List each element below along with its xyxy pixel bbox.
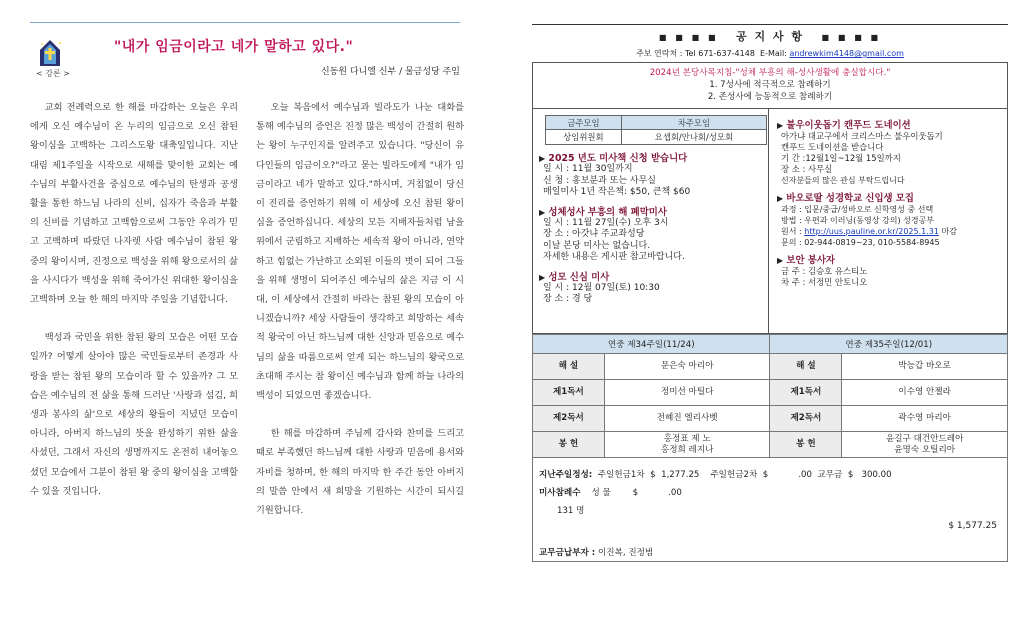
tithe-payers: [539, 546, 653, 558]
role-person: [842, 432, 1008, 458]
announcement-title: ▶ 보안 봉사자: [777, 255, 835, 266]
currency: $: [632, 488, 639, 498]
announcement-line: 신자분들의 많은 관심 부탁드립니다: [781, 176, 905, 185]
announcement-line: 방법 : 우편과 이러닝(동영상 강의) 성경공부: [781, 216, 935, 225]
announcements-right: [769, 109, 1007, 333]
bullet-triangle-icon: ▶: [777, 256, 784, 265]
bullet-triangle-icon: ▶: [539, 272, 546, 282]
table-row: [533, 432, 1008, 458]
contact-tel: Tel 671-637-4148: [685, 49, 755, 58]
attendance-label: 미사참례수: [539, 488, 581, 498]
motto-item: 2. 존성사에 능동적으로 참례하기: [707, 92, 833, 102]
role-person: 문은숙 마리아: [604, 354, 770, 380]
role-person: 정미선 마틸다: [604, 380, 770, 406]
tithe-payers-label: 교무금납부자 :: [539, 548, 596, 558]
announcement-line: 이날 본당 미사는 없습니다.: [543, 240, 651, 251]
announcement-title: ▶ 바오로딸 성경학교 신입생 모집: [777, 193, 914, 204]
announcement-title: ▶ 2025 년도 미사책 신청 받습니다: [539, 153, 688, 164]
homily-column-2: [256, 98, 464, 520]
homily-label: < 강론 >: [36, 69, 70, 78]
announcement-line: 매일미사 1년 작은책: $50, 큰책 $60: [543, 187, 691, 197]
header-rule: [532, 24, 1008, 25]
role-person: 박능갑 바오로: [842, 354, 1008, 380]
role-label: 제2독서: [770, 406, 842, 432]
offering-total: $ 1,577.25: [948, 521, 997, 531]
announcement-line: 아가냐 대교구에서 크리스마스 불우이웃돕기: [781, 131, 943, 141]
currency: $: [847, 470, 854, 480]
top-divider: [30, 22, 460, 23]
offering-row: [539, 468, 1001, 480]
homily-paragraph: 백성과 국민을 위한 참된 왕의 모습은 어떤 모습일까? 어떻게 살아야 많은 국민들로부터 존경과 사랑을 받는 참된 왕의 모습이라 할 수 있을까? 그 모습은 예수님의 전 삶을 통해 드러난 '사랑과 섬김, 희생과 봉사의 삶'으로 세상의 왕들이 지녔던 모습이 아니라, 아버지 하느님의 뜻을 완성하기 위한 삶을 사셨던, 그래서 자신의 생명까지도 온전히 내어놓으셨던 모습에서 그분이 참된 왕 중의 왕이심을 고백할 수 있을 것입니다.: [30, 332, 238, 497]
role-label: 해 설: [533, 354, 605, 380]
announcement-line: 장 소 : 경 당: [543, 294, 593, 304]
role-label: 제1독서: [533, 380, 605, 406]
contact-email-link[interactable]: andrewkim4148@gmail.com: [789, 49, 904, 58]
motto-main: 2024년 본당사목지침-"성체 부흥의 해-성사생활에 충실합시다.": [649, 68, 891, 78]
role-label: 제2독서: [533, 406, 605, 432]
offering-row: [539, 486, 1001, 498]
bullet-triangle-icon: ▶: [539, 207, 546, 217]
offering-summary: [532, 458, 1008, 562]
church-icon: [33, 38, 67, 68]
bullet-triangle-icon: ▶: [539, 154, 546, 163]
announcement-line: 금 주 : 김승호 유스티노: [781, 266, 868, 276]
announcement-title: ▶ 성체성사 부흥의 해 폐막미사: [539, 206, 667, 218]
role-person: 전혜진 엘리사벳: [604, 406, 770, 432]
announcement-line: 신 청 : 홍보분과 또는 사무실: [543, 175, 656, 186]
application-link[interactable]: http://uus.pauline.or.kr/2025.1.31: [804, 227, 939, 236]
homily-title: "내가 임금이라고 네가 말하고 있다.": [114, 39, 354, 55]
offering-label: 지난주일정성:: [539, 470, 593, 480]
contact-line: [532, 48, 1008, 59]
role-person: 이수영 안젤라: [842, 380, 1008, 406]
currency: $: [650, 470, 656, 480]
offertory-person: 윤명숙 오틸리아: [894, 444, 956, 455]
homily-column-1: [30, 98, 238, 501]
announcements: [532, 108, 1008, 334]
meetings-table: [545, 115, 767, 145]
announcement-title: ▶ 불우이웃돕기 캔푸드 도네이션: [777, 120, 911, 131]
motto-item: 1. 7성사에 적극적으로 참례하기: [709, 80, 831, 90]
announcement-title: ▶ 성모 신심 미사: [539, 271, 610, 283]
role-person: [604, 432, 770, 458]
homily-paragraph: 오늘 복음에서 예수님과 빌라도가 나눈 대화를 통해 예수님의 증언은 진정 많은 백성이 간절히 원하는 왕이 누구인지를 알려주고 있습니다. "당신이 유다인들의 임금이오?"라고 묻는 빌라도에게 "내가 임금이라고 네가 말하고 있다."하시며, 거침없이 당신이 진리를 증언하기 위해 이 세상에 오신 참된 왕이심을 증언하십니다. 세상의 모든 지배자들처럼 남을 위에서 군림하고 지배하는 세속적 왕이 아니라, 연약하고 힘없는 가난하고 소외된 이들의 벗이 되어 그들을 위해 생명이 되어주신 예수님의 삶은 지금 이 시대, 이 세상에서 간절히 바라는 참된 왕의 모습이 아니겠습니까? 세상 사람들이 생각하고 희망하는 세속적 왕국이 아닌 하느님께 대한 신앙과 믿음으로 예수님의 삶을 따름으로써 얻게 되는 하느님의 왕국으로 초대해 주시는 참 왕이신 예수님과 함께 하늘 나라의 백성이 되었으면 좋겠습니다.: [256, 102, 464, 402]
liturgy-schedule-table: [532, 334, 1008, 458]
collection-amount: .00: [668, 488, 682, 498]
square-decoration-icon: ■ ■ ■ ■: [658, 33, 719, 42]
offertory-person: 윤길구 대건안드레아: [885, 433, 964, 444]
announcement-line: 일 시 : 11월 30일까지: [543, 164, 633, 174]
notice-page: [532, 24, 1008, 562]
announcement-line: 기 간 :12월1일~12월 15일까지: [781, 153, 901, 163]
announcement-line: 장 소 : 아갓냐 주교좌성당: [543, 229, 645, 239]
announcement-line: 일 시 : 12월 07일(토) 10:30: [543, 282, 660, 293]
role-label: 제1독서: [770, 380, 842, 406]
collection-amount: 1,277.25: [661, 470, 700, 480]
schedule-header: 연중 제35주일(12/01): [770, 335, 1008, 354]
schedule-header: 연중 제34주일(11/24): [533, 335, 770, 354]
announcements-left: [533, 109, 769, 333]
homily-paragraph: 교회 전례력으로 한 해를 마감하는 오늘은 우리에게 오신 예수님이 온 누리의 임금으로 오신 참된 왕이심을 고백하는 그리스도왕 대축일입니다. 지난 대림 제1주일을 시작으로 새해를 맞이한 교회는 예수님의 부활사건을 중심으로 예수님의 탄생과 공생활을 통한 하느님 나라의 신비, 십자가 죽음과 부활의 신비를 기념하고 고백함으로써 그동안 우리가 믿고 고백하며 따랐던 나자렛 사람 예수님이 참된 왕 중의 왕이시며, 진정으로 백성을 위해 왕으로서의 삶을 사시다가 백성을 위해 죽어가신 위대한 왕이심을 고백하며 오늘 한 해의 마지막 주일을 기념합니다.: [30, 102, 238, 306]
notice-title: 공 지 사 항: [736, 30, 804, 43]
announcement-line: [777, 226, 1001, 237]
offertory-person: 홍정표 제 노: [663, 433, 711, 444]
application-label: 원서 :: [781, 227, 802, 236]
offertory-person: 홍정희 레지나: [660, 444, 714, 455]
homily-page: [0, 0, 470, 621]
application-deadline: 마감: [941, 227, 957, 236]
meetings-header: 차주모임: [621, 116, 766, 130]
email-label: E-Mail:: [760, 49, 787, 58]
collection-label: 성 물: [591, 488, 611, 498]
announcement-line: 과정 : 입문/중급/성바오로 신학영성 중 선택: [781, 205, 934, 214]
collection-label: 주일헌금2차: [710, 470, 758, 480]
table-row: [533, 354, 1008, 380]
square-decoration-icon: ■ ■ ■ ■: [821, 33, 882, 42]
announcement-line: 캔푸드 도네이션을 받습니다: [781, 142, 884, 152]
homily-author: 신동원 다니엘 신부 / 물금성당 주임: [320, 67, 460, 77]
attendance-count: 131 명: [557, 506, 585, 516]
meetings-cell: 상임위원회: [546, 130, 622, 145]
role-label: 봉 헌: [533, 432, 605, 458]
collection-amount: 300.00: [861, 470, 892, 480]
tithe-payers-names: 이진복, 진정범: [597, 548, 654, 558]
role-label: 봉 헌: [770, 432, 842, 458]
collection-label: 주일헌금1차: [597, 470, 645, 480]
pastoral-motto: [532, 62, 1008, 108]
homily-paragraph: 한 해를 마감하며 주님께 감사와 찬미를 드리고 때로 부족했던 하느님께 대한 사랑과 믿음에 용서와 자비를 청하며, 한 해의 마지막 한 주간 동안 아버지의 말씀 안에서 새 희망을 기원하는 시간이 되시길 기원합니다.: [256, 428, 464, 517]
bullet-triangle-icon: ▶: [777, 194, 784, 203]
currency: $: [762, 470, 769, 480]
contact-label: 주보 연락처 :: [636, 49, 683, 58]
collection-label: 교무금: [817, 470, 843, 480]
meetings-header: 금주모임: [546, 116, 622, 130]
meetings-cell: 요셉회/안나회/성모회: [621, 130, 766, 145]
collection-amount: .00: [798, 470, 812, 480]
table-row: [533, 406, 1008, 432]
announcement-line: 문의 : 02-944-0819~23, 010-5584-8945: [781, 238, 940, 247]
notice-heading: [532, 28, 1008, 44]
announcement-line: 차 주 : 서정민 안토니오: [781, 277, 868, 287]
table-row: [533, 380, 1008, 406]
announcement-line: 일 시 : 11월 27일(수) 오후 3시: [543, 217, 669, 228]
announcement-line: 장 소 : 사무실: [781, 164, 833, 174]
role-label: 해 설: [770, 354, 842, 380]
role-person: 곽수영 마리아: [842, 406, 1008, 432]
bullet-triangle-icon: ▶: [777, 121, 784, 130]
announcement-line: 자세한 내용은 게시판 참고바랍니다.: [543, 252, 685, 262]
